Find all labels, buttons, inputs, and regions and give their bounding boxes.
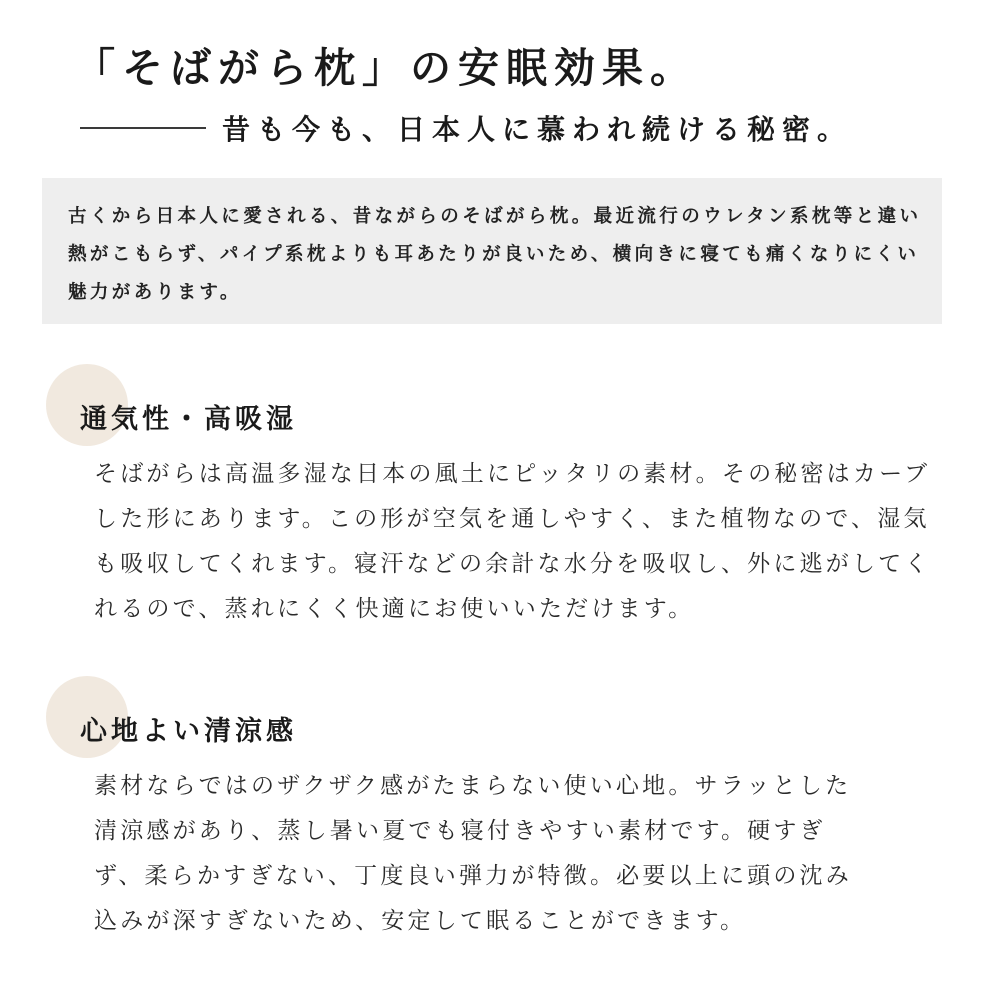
- intro-box: [42, 178, 942, 324]
- subtitle-divider-line: [80, 127, 206, 129]
- subtitle-row: [80, 103, 852, 153]
- feature-body: 素材ならではのザクザク感がたまらない使い心地。サラッとした清涼感があり、蒸し暑い夏でも寝付きやすい素材です。硬すぎず、柔らかすぎない、丁度良い弾力が特徴。必要以上に頭の沈み込みが深すぎないため、安定して眠ることができます。: [94, 773, 852, 934]
- feature-heading: 通気性・高吸湿: [80, 404, 297, 435]
- page-subtitle: 昔も今も、日本人に慕われ続ける秘密。: [222, 113, 853, 146]
- feature-body: そばがらは高温多湿な日本の風土にピッタリの素材。その秘密はカーブした形にあります。この形が空気を通しやすく、また植物なので、湿気も吸収してくれます。寝汗などの余計な水分を吸収し、外に逃がしてくれるので、蒸れにくく快適にお使いいただけます。: [94, 461, 931, 622]
- page-title: 「そばがら枕」の安眠効果。: [74, 44, 698, 92]
- feature-heading: 心地よい清涼感: [80, 716, 297, 747]
- intro-text: 古くから日本人に愛される、昔ながらのそばがら枕。最近流行のウレタン系枕等と違い熱がこもらず、パイプ系枕よりも耳あたりが良いため、横向きに寝ても痛くなりにくい魅力があります。: [68, 206, 922, 303]
